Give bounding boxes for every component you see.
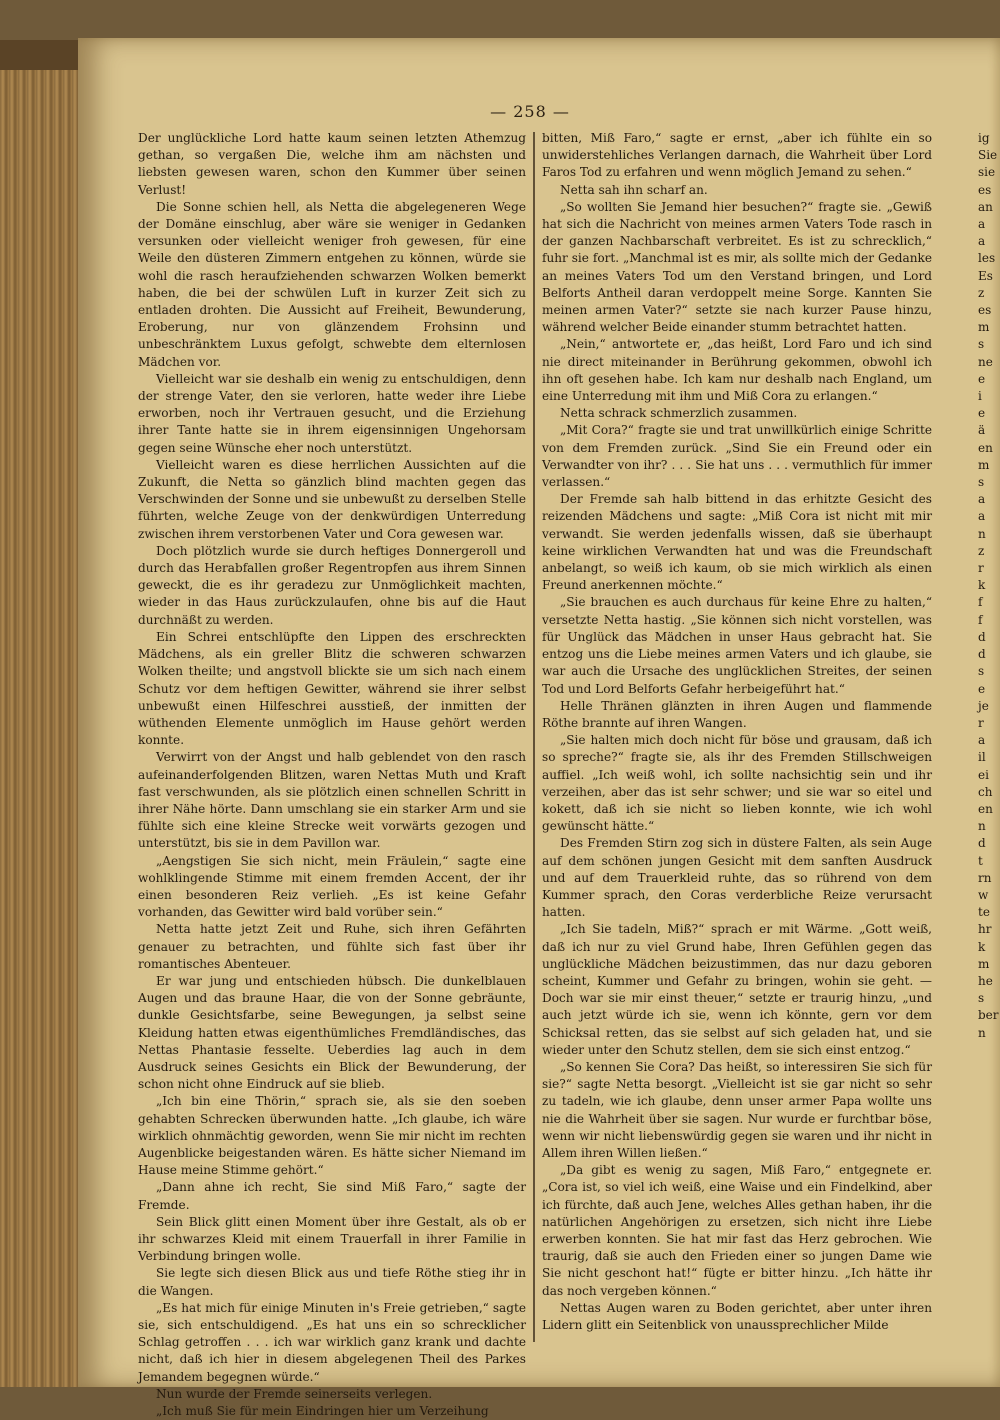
edge-fragment: a [978,733,986,748]
paragraph: Doch plötzlich wurde sie durch heftiges Donnergeroll und durch das Herabfallen großer Regentropfen aus ihrem Sinnen geweckt, die es ihr geradezu zur Unmöglichkeit machten, wieder in das Haus zurückzulaufen, ohne bis auf die Haut durchnäßt zu werden. [138,543,526,627]
paragraph: Die Sonne schien hell, als Netta die abgelegeneren Wege der Domäne einschlug, aber wäre sie weniger in Gedanken versunken oder vielleicht weniger froh gewesen, für eine Weile den düsteren Zimmern entgehen zu können, würde sie wohl die rasch heraufziehenden schwarzen Wolken bemerkt haben, die bei der schwülen Luft in kurzer Zeit sich zu entladen drohten. Die Aussicht auf Freiheit, Bewunderung, Eroberung, nur von glänzendem Frohsinn und unbeschränktem Luxus gefolgt, schwebte dem elternlosen Mädchen vor. [138,199,526,369]
book-page-edges [0,40,78,1387]
paragraph: „Sie brauchen es auch durchaus für keine Ehre zu halten,“ versetzte Netta hastig. „Sie können sich nicht vorstellen, was für Unglück das Mädchen in unser Haus gebracht hat. Sie entzog uns die Liebe meines armen Vaters und ich glaube, sie war auch die Ursache des unglücklichen Streites, der seinen Tod und Lord Belforts Gefahr herbeigeführt hat.“ [542,595,932,696]
book-cover-edge [0,40,78,70]
edge-fragment: sie [978,165,996,180]
edge-fragment: je [978,698,989,713]
edge-fragment: il [978,750,986,765]
paragraph: Netta schrack schmerzlich zusammen. [560,406,798,421]
edge-fragment: i [978,389,982,404]
edge-fragment: d [978,836,986,851]
paragraph: Netta hatte jetzt Zeit und Ruhe, sich ihren Gefährten genauer zu betrachten, und fühlte sich fast über ihr romantisches Abenteuer. [138,922,526,971]
paragraph: „Ich bin eine Thörin,“ sprach sie, als sie den soeben gehabten Schrecken überwunden hatte. „Ich glaube, ich wäre wirklich ohnmächtig geworden, wenn Sie mir nicht im rechten Augenblicke beigestanden wären. Es hätte sicher Niemand im Hause meine Stimme gehört.“ [138,1094,526,1178]
paragraph: „Mit Cora?“ fragte sie und trat unwillkürlich einige Schritte von dem Fremden zurück. „Sind Sie ein Freund oder ein Verwandter von ihr? . . . Sie hat uns . . . vermuthlich für immer verlassen.“ [542,423,932,490]
edge-fragment: r [978,715,984,730]
edge-fragment: en [978,801,993,816]
page-number: — 258 — [490,102,570,121]
edge-fragment: f [978,612,983,627]
edge-fragment: t [978,853,983,868]
edge-fragment: s [978,991,985,1006]
edge-fragment: n [978,1025,986,1040]
paragraph: Sie legte sich diesen Blick aus und tiefe Röthe stieg ihr in die Wangen. [138,1266,526,1298]
paragraph: Nun wurde der Fremde seinerseits verlegen. [156,1386,433,1401]
edge-fragment: r [978,561,984,576]
edge-fragment: he [978,973,993,988]
edge-fragment: e [978,406,986,421]
edge-fragment: an [978,199,993,214]
edge-fragment: Es [978,268,993,283]
paragraph: Vielleicht waren es diese herrlichen Aussichten auf die Zukunft, die Netta so gänzlich blind machten gegen das Verschwinden der Sonne und sie unbewußt zu derselben Stelle führten, welche Zeuge von der denkwürdigen Unterredung zwischen ihrem verstorbenen Vater und Cora gewesen war. [138,457,526,541]
paragraph: Netta sah ihn scharf an. [560,182,708,197]
paragraph: „Ich muß Sie für mein Eindringen hier um Verzeihung [156,1404,489,1419]
paragraph: Helle Thränen glänzten in ihren Augen und flammende Röthe brannte auf ihren Wangen. [542,698,932,730]
edge-fragment: k [978,939,986,954]
right-text-column [542,130,932,1355]
paragraph: Der Fremde sah halb bittend in das erhitzte Gesicht des reizenden Mädchens und sagte: „Miß Cora ist nicht mit mir verwandt. Sie werden jedenfalls wissen, daß sie überhaupt keine wirklichen Verwandten hat und was die Freundschaft anbelangt, so weiß ich kaum, ob sie mich wirklich als einen Freund anerkennen möchte.“ [542,492,932,593]
edge-fragment: rn [978,870,992,885]
edge-fragment: ei [978,767,989,782]
edge-fragment: a [978,509,986,524]
edge-fragment: a [978,234,986,249]
paragraph: „Es hat mich für einige Minuten in's Freie getrieben,“ sagte sie, sich entschuldigend. „Es hat uns ein so schrecklicher Schlag getroffen . . . ich war wirklich ganz krank und dachte nicht, daß ich hier in diesem abgelegenen Theil des Parkes Jemandem begegnen würde.“ [138,1300,526,1384]
edge-fragment: ig [978,131,990,145]
edge-fragment: f [978,595,983,610]
paragraph: Sein Blick glitt einen Moment über ihre Gestalt, als ob er ihr schwarzes Kleid mit einem Trauerfall in ihrer Familie in Verbindung bringen wolle. [138,1214,526,1264]
paragraph: Ein Schrei entschlüpfte den Lippen des erschreckten Mädchens, als ein greller Blitz die schweren schwarzen Wolken theilte; und angstvoll blickte sie um sich nach einem Schutz vor dem heftigen Gewitter, während sie ihrer selbst unbewußt einen Hilfeschrei ausstieß, der inmitten der wüthenden Elemente unmöglich im Hause gehört werden konnte. [138,629,526,748]
edge-fragment: n [978,819,986,834]
paragraph: „Nein,“ antwortete er, „das heißt, Lord Faro und ich sind nie direct miteinander in Berührung gekommen, obwohl ich ihn oft gesehen habe. Ich kam nur deshalb nach England, um eine Unterredung mit ihm und Miß Cora zu erlangen.“ [542,337,932,404]
paragraph: „Dann ahne ich recht, Sie sind Miß Faro,“ sagte der Fremde. [138,1180,526,1212]
column-divider [533,132,535,1342]
edge-fragment: m [978,457,990,472]
paragraph: Nettas Augen waren zu Boden gerichtet, aber unter ihren Lidern glitt ein Seitenblick von unaussprechlicher Milde [542,1300,932,1333]
edge-fragment: les [978,251,996,266]
paragraph: Der unglückliche Lord hatte kaum seinen letzten Athemzug gethan, so vergaßen Die, welche ihm am nächsten und liebsten gewesen waren, schon den Kummer über seinen Verlust! [138,131,526,197]
edge-fragment: n [978,526,986,541]
edge-fragment: s [978,475,985,490]
edge-fragment: z [978,543,985,558]
edge-fragment: ne [978,354,993,369]
edge-fragment: ä [978,423,986,438]
paragraph: „Da gibt es wenig zu sagen, Miß Faro,“ entgegnete er. „Cora ist, so viel ich weiß, eine Waise und ein Findelkind, aber ich fürchte, daß auch Jene, welches Alles gethan haben, ihr die natürlichen Angehörigen zu ersetzen, sich nicht ihre Liebe erwerben konnten. Sie hat mir fast das Herz gebrochen. Wie traurig, daß sie auch den Frieden einer so jungen Dame wie Sie nicht geschont hat!“ fügte er bitter hinzu. „Ich hätte ihr das noch vergeben können.“ [542,1163,932,1298]
paragraph: „So kennen Sie Cora? Das heißt, so interessiren Sie sich für sie?“ sagte Netta besorgt. „Vielleicht ist sie gar nicht so sehr zu tadeln, wie ich glaube, denn unser armer Papa wollte uns nie die Wahrheit über sie sagen. Nur wurde er furchtbar böse, wenn wir nicht liebenswürdig gegen sie waren und ihr nicht in Allem ihren Willen ließen.“ [542,1059,932,1160]
paragraph: „Sie halten mich doch nicht für böse und grausam, daß ich so spreche?“ fragte sie, als ihr des Fremden Stillschweigen auffiel. „Ich weiß wohl, ich sollte nachsichtig sein und ihr verzeihen, aber das ist sehr schwer; und sie war so eitel und kokett, daß ich sie nicht so lieben konnte, wie ich wohl gewünscht hätte.“ [542,733,932,834]
paragraph: „Ich Sie tadeln, Miß?“ sprach er mit Wärme. „Gott weiß, daß ich nur zu viel Grund habe, Ihren Gefühlen gegen das unglückliche Mädchen beizustimmen, das nur dazu geboren scheint, Kummer und Gefahr zu bringen, wohin sie geht. — Doch war sie mir einst theuer,“ setzte er traurig hinzu, „und auch jetzt würde ich sie, wenn ich könnte, gern vor dem Schicksal retten, das sie selbst auf sich geladen hat, und sie wieder unter den Schutz stellen, dem sie sich einst entzog.“ [542,922,932,1057]
edge-fragment: en [978,440,993,455]
edge-fragment: a [978,217,986,232]
paragraph: Er war jung und entschieden hübsch. Die dunkelblauen Augen und das braune Haar, die von der Sonne gebräunte, dunkle Gesichtsfarbe, seine Bewegungen, ja selbst seine Kleidung hatten etwas eigenthümliches Fremdländisches, das Nettas Phantasie fesselte. Ueberdies lag auch in dem Ausdruck seines Gesichts ein Blick der Bewunderung, der schon nicht ohne Eindruck auf sie blieb. [138,973,526,1092]
edge-fragment: Sie [978,148,998,163]
paragraph: bitten, Miß Faro,“ sagte er ernst, „aber ich fühlte ein so unwiderstehliches Verlangen darnach, die Wahrheit über Lord Faros Tod zu erfahren und wenn möglich Jemand zu sehen.“ [542,131,932,180]
edge-fragment: w [978,887,989,902]
edge-fragment: ch [978,784,993,799]
edge-fragment: ber [978,1008,999,1023]
paragraph: „So wollten Sie Jemand hier besuchen?“ fragte sie. „Gewiß hat sich die Nachricht von meines armen Vaters Tode rasch in der ganzen Nachbarschaft verbreitet. Es ist zu schrecklich,“ fuhr sie fort. „Manchmal ist es mir, als sollte mich der Gedanke an meines Vaters Tod um den Verstand bringen, und Lord Belforts Antheil daran verdoppelt meine Sorge. Kannten Sie meinen armen Vater?“ setzte sie nach kurzer Pause hinzu, während welcher Beide einander stumm betrachtet hatten. [542,199,932,335]
edge-fragment: te [978,905,990,920]
paragraph: Vielleicht war sie deshalb ein wenig zu entschuldigen, denn der strenge Vater, den sie verloren, hatte weder ihre Liebe erworben, noch ihr Vertrauen gesucht, und die Erziehung ihrer Tante hatte sie in ihrem eigensinnigen Ungehorsam gegen seine Wünsche eher noch unterstützt. [138,371,526,455]
edge-fragment: es [978,303,992,318]
edge-fragment: a [978,492,986,507]
adjacent-page-fragments [978,130,1000,1350]
edge-fragment: m [978,956,990,971]
edge-fragment: z [978,285,985,300]
paragraph: Verwirrt von der Angst und halb geblendet von den rasch aufeinanderfolgenden Blitzen, waren Nettas Muth und Kraft fast verschwunden, als sie plötzlich einen schnellen Schritt in ihrer Nähe hörte. Dann umschlang sie ein starker Arm und sie fühlte sich eine kleine Strecke weit vorwärts gezogen und unterstützt, bis sie in dem Pavillon war. [138,750,526,851]
edge-fragment: hr [978,922,992,937]
left-text-column [138,130,526,1419]
edge-fragment: d [978,647,986,662]
edge-fragment: s [978,664,985,679]
paragraph: Des Fremden Stirn zog sich in düstere Falten, als sein Auge auf dem schönen jungen Gesicht mit dem sanften Ausdruck und auf dem Trauerkleid ruhte, das so rührend von dem Kummer sprach, den Coras verderbliche Reize verursacht hatten. [542,836,932,920]
edge-fragment: m [978,320,990,335]
edge-fragment: s [978,337,985,352]
edge-fragment: e [978,371,986,386]
edge-fragment: k [978,578,986,593]
edge-fragment: e [978,681,986,696]
paragraph: „Aengstigen Sie sich nicht, mein Fräulein,“ sagte eine wohlklingende Stimme mit einem fremden Accent, der ihr einen besonderen Reiz verlieh. „Es ist keine Gefahr vorhanden, das Gewitter wird bald vorüber sein.“ [138,853,526,920]
edge-fragment: es [978,182,992,197]
edge-fragment: d [978,629,986,644]
